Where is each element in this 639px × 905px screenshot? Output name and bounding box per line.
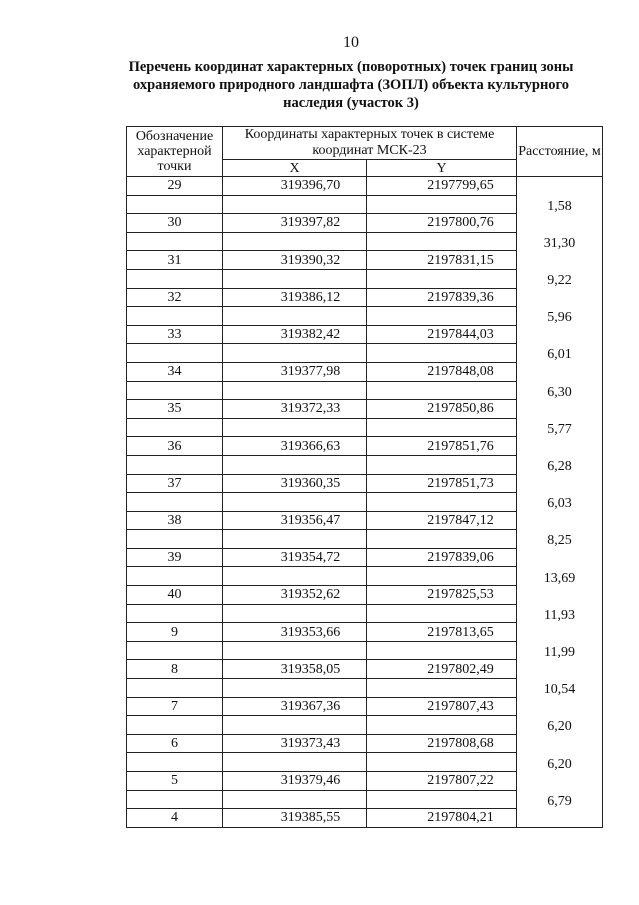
- distance-blank-cell: [517, 177, 603, 196]
- x-coordinate-cell: 319382,42: [223, 325, 367, 344]
- x-coordinate-cell: 319386,12: [223, 288, 367, 307]
- empty-cell: [367, 790, 517, 809]
- table-row: [127, 772, 603, 791]
- distance-blank-cell: [517, 474, 603, 493]
- empty-cell: [127, 381, 223, 400]
- empty-cell: [127, 307, 223, 326]
- x-coordinate-cell: 319372,33: [223, 400, 367, 419]
- segment-row: [127, 269, 603, 288]
- point-designation-cell: 33: [127, 325, 223, 344]
- point-designation-cell: 34: [127, 362, 223, 381]
- empty-cell: [127, 344, 223, 363]
- y-coordinate-cell: 2197804,21: [367, 809, 517, 828]
- page-number: 10: [343, 34, 359, 51]
- distance-blank-cell: [517, 362, 603, 381]
- distance-blank-cell: [517, 288, 603, 307]
- segment-row: [127, 344, 603, 363]
- header-x: X: [223, 160, 367, 177]
- x-coordinate-cell: 319379,46: [223, 772, 367, 791]
- segment-row: [127, 641, 603, 660]
- segment-row: [127, 195, 603, 214]
- point-designation-cell: 38: [127, 511, 223, 530]
- y-coordinate-cell: 2197839,06: [367, 548, 517, 567]
- empty-cell: [127, 195, 223, 214]
- distance-cell: 6,30: [517, 381, 603, 400]
- point-designation-cell: 6: [127, 734, 223, 753]
- table-row: [127, 586, 603, 605]
- y-coordinate-cell: 2197802,49: [367, 660, 517, 679]
- segment-row: [127, 753, 603, 772]
- empty-cell: [127, 530, 223, 549]
- distance-blank-cell: [517, 734, 603, 753]
- empty-cell: [223, 381, 367, 400]
- y-coordinate-cell: 2197851,73: [367, 474, 517, 493]
- title-line-3: наследия (участок 3): [283, 95, 419, 111]
- empty-cell: [223, 269, 367, 288]
- empty-cell: [127, 790, 223, 809]
- empty-cell: [223, 716, 367, 735]
- empty-cell: [127, 455, 223, 474]
- empty-cell: [127, 232, 223, 251]
- header-distance: Расстояние, м: [517, 127, 603, 177]
- table-row: [127, 325, 603, 344]
- x-coordinate-cell: 319385,55: [223, 809, 367, 828]
- empty-cell: [367, 381, 517, 400]
- empty-cell: [367, 232, 517, 251]
- table-row: [127, 623, 603, 642]
- empty-cell: [367, 344, 517, 363]
- empty-cell: [223, 307, 367, 326]
- table-row: [127, 548, 603, 567]
- table-body: [127, 177, 603, 828]
- distance-blank-cell: [517, 772, 603, 791]
- distance-cell: 6,20: [517, 753, 603, 772]
- table-row: [127, 734, 603, 753]
- distance-blank-cell: [517, 325, 603, 344]
- table-row: [127, 474, 603, 493]
- y-coordinate-cell: 2197847,12: [367, 511, 517, 530]
- point-designation-cell: 39: [127, 548, 223, 567]
- empty-cell: [367, 716, 517, 735]
- table-row: [127, 437, 603, 456]
- x-coordinate-cell: 319377,98: [223, 362, 367, 381]
- segment-row: [127, 232, 603, 251]
- x-coordinate-cell: 319367,36: [223, 697, 367, 716]
- y-coordinate-cell: 2197831,15: [367, 251, 517, 270]
- y-coordinate-cell: 2197839,36: [367, 288, 517, 307]
- y-coordinate-cell: 2197844,03: [367, 325, 517, 344]
- distance-cell: 31,30: [517, 232, 603, 251]
- segment-row: [127, 493, 603, 512]
- y-coordinate-cell: 2197848,08: [367, 362, 517, 381]
- table-row: [127, 362, 603, 381]
- x-coordinate-cell: 319352,62: [223, 586, 367, 605]
- distance-cell: 5,77: [517, 418, 603, 437]
- point-designation-cell: 5: [127, 772, 223, 791]
- table-row: [127, 511, 603, 530]
- x-coordinate-cell: 319396,70: [223, 177, 367, 196]
- point-designation-cell: 31: [127, 251, 223, 270]
- table-header: [127, 127, 603, 177]
- empty-cell: [127, 753, 223, 772]
- segment-row: [127, 381, 603, 400]
- distance-cell: 11,93: [517, 604, 603, 623]
- empty-cell: [223, 195, 367, 214]
- y-coordinate-cell: 2197808,68: [367, 734, 517, 753]
- distance-cell: 6,28: [517, 455, 603, 474]
- empty-cell: [223, 493, 367, 512]
- header-point-designation: Обозначение характерной точки: [127, 127, 223, 177]
- title-line-1: Перечень координат характерных (поворотных) точек границ зоны: [128, 59, 574, 75]
- empty-cell: [223, 530, 367, 549]
- document-title: [100, 58, 602, 112]
- y-coordinate-cell: 2197813,65: [367, 623, 517, 642]
- empty-cell: [367, 418, 517, 437]
- empty-cell: [223, 679, 367, 698]
- segment-row: [127, 604, 603, 623]
- distance-cell: 5,96: [517, 307, 603, 326]
- distance-blank-cell: [517, 697, 603, 716]
- distance-cell: 6,01: [517, 344, 603, 363]
- distance-cell: 9,22: [517, 269, 603, 288]
- point-designation-cell: 4: [127, 809, 223, 828]
- empty-cell: [223, 567, 367, 586]
- table-row: [127, 251, 603, 270]
- point-designation-cell: 40: [127, 586, 223, 605]
- y-coordinate-cell: 2197800,76: [367, 214, 517, 233]
- x-coordinate-cell: 319366,63: [223, 437, 367, 456]
- empty-cell: [223, 604, 367, 623]
- empty-cell: [127, 679, 223, 698]
- point-designation-cell: 35: [127, 400, 223, 419]
- table-row: [127, 660, 603, 679]
- empty-cell: [127, 418, 223, 437]
- point-designation-cell: 29: [127, 177, 223, 196]
- table-row: [127, 288, 603, 307]
- distance-blank-cell: [517, 586, 603, 605]
- y-coordinate-cell: 2197851,76: [367, 437, 517, 456]
- empty-cell: [367, 753, 517, 772]
- empty-cell: [223, 232, 367, 251]
- distance-cell: 6,03: [517, 493, 603, 512]
- empty-cell: [367, 195, 517, 214]
- distance-blank-cell: [517, 660, 603, 679]
- table-row: [127, 177, 603, 196]
- empty-cell: [223, 344, 367, 363]
- segment-row: [127, 530, 603, 549]
- coordinates-table: [126, 126, 603, 828]
- table-row: [127, 809, 603, 828]
- title-line-2: охраняемого природного ландшафта (ЗОПЛ) объекта культурного: [132, 77, 570, 93]
- segment-row: [127, 716, 603, 735]
- empty-cell: [223, 641, 367, 660]
- y-coordinate-cell: 2197850,86: [367, 400, 517, 419]
- empty-cell: [367, 269, 517, 288]
- x-coordinate-cell: 319390,32: [223, 251, 367, 270]
- x-coordinate-cell: 319354,72: [223, 548, 367, 567]
- distance-cell: 6,79: [517, 790, 603, 809]
- x-coordinate-cell: 319356,47: [223, 511, 367, 530]
- distance-cell: 13,69: [517, 567, 603, 586]
- table-row: [127, 400, 603, 419]
- header-coordinates-group: Координаты характерных точек в системе координат МСК-23: [223, 127, 517, 160]
- segment-row: [127, 790, 603, 809]
- y-coordinate-cell: 2197825,53: [367, 586, 517, 605]
- point-designation-cell: 30: [127, 214, 223, 233]
- point-designation-cell: 9: [127, 623, 223, 642]
- empty-cell: [367, 530, 517, 549]
- distance-cell: 8,25: [517, 530, 603, 549]
- empty-cell: [367, 679, 517, 698]
- distance-blank-cell: [517, 548, 603, 567]
- y-coordinate-cell: 2197807,22: [367, 772, 517, 791]
- distance-blank-cell: [517, 214, 603, 233]
- segment-row: [127, 679, 603, 698]
- segment-row: [127, 567, 603, 586]
- point-designation-cell: 37: [127, 474, 223, 493]
- empty-cell: [367, 455, 517, 474]
- y-coordinate-cell: 2197799,65: [367, 177, 517, 196]
- distance-cell: 6,20: [517, 716, 603, 735]
- x-coordinate-cell: 319397,82: [223, 214, 367, 233]
- distance-blank-cell: [517, 809, 603, 828]
- empty-cell: [127, 604, 223, 623]
- table-row: [127, 697, 603, 716]
- empty-cell: [367, 641, 517, 660]
- distance-blank-cell: [517, 400, 603, 419]
- empty-cell: [223, 418, 367, 437]
- point-designation-cell: 7: [127, 697, 223, 716]
- empty-cell: [127, 493, 223, 512]
- empty-cell: [367, 604, 517, 623]
- distance-cell: 10,54: [517, 679, 603, 698]
- y-coordinate-cell: 2197807,43: [367, 697, 517, 716]
- header-y: Y: [367, 160, 517, 177]
- segment-row: [127, 455, 603, 474]
- empty-cell: [223, 455, 367, 474]
- empty-cell: [127, 269, 223, 288]
- distance-blank-cell: [517, 437, 603, 456]
- empty-cell: [223, 753, 367, 772]
- empty-cell: [127, 641, 223, 660]
- segment-row: [127, 418, 603, 437]
- empty-cell: [367, 567, 517, 586]
- segment-row: [127, 307, 603, 326]
- empty-cell: [367, 493, 517, 512]
- empty-cell: [127, 716, 223, 735]
- distance-blank-cell: [517, 623, 603, 642]
- distance-cell: 11,99: [517, 641, 603, 660]
- empty-cell: [367, 307, 517, 326]
- point-designation-cell: 36: [127, 437, 223, 456]
- table-row: [127, 214, 603, 233]
- empty-cell: [127, 567, 223, 586]
- point-designation-cell: 32: [127, 288, 223, 307]
- x-coordinate-cell: 319358,05: [223, 660, 367, 679]
- distance-blank-cell: [517, 511, 603, 530]
- point-designation-cell: 8: [127, 660, 223, 679]
- empty-cell: [223, 790, 367, 809]
- distance-blank-cell: [517, 251, 603, 270]
- x-coordinate-cell: 319373,43: [223, 734, 367, 753]
- distance-cell: 1,58: [517, 195, 603, 214]
- x-coordinate-cell: 319353,66: [223, 623, 367, 642]
- x-coordinate-cell: 319360,35: [223, 474, 367, 493]
